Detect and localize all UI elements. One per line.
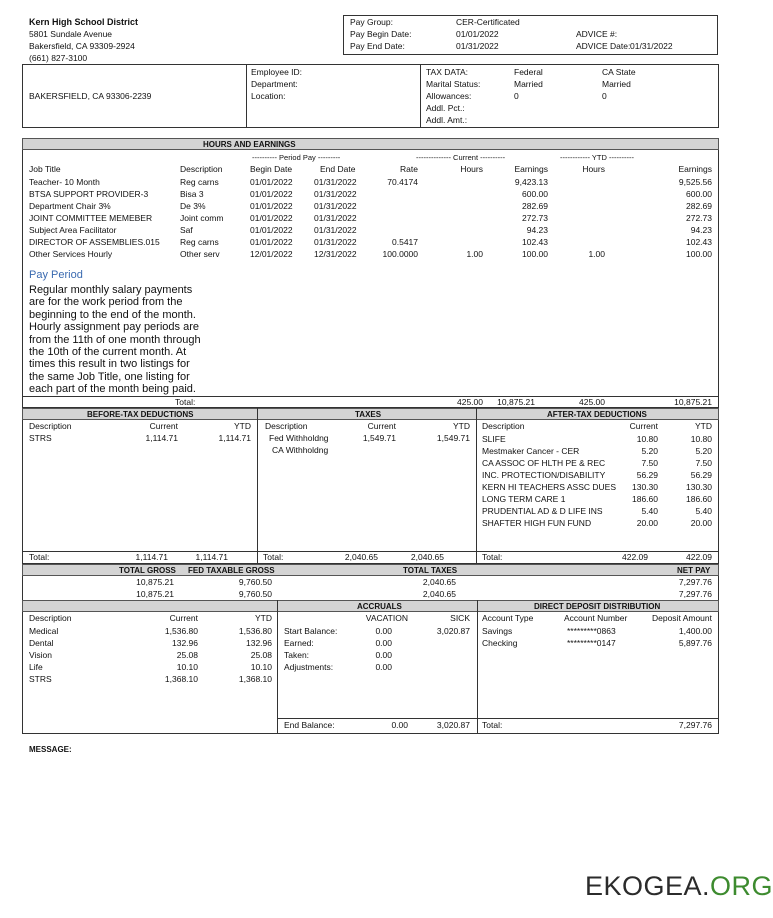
dd-amount: 1,400.00 bbox=[678, 626, 712, 636]
divider bbox=[22, 396, 719, 397]
benefit-ytd: 25.08 bbox=[250, 650, 272, 660]
earnings-total-hours: 425.00 bbox=[457, 397, 483, 407]
ytd-earnings: 600.00 bbox=[686, 189, 712, 199]
pay-end-value: 01/31/2022 bbox=[456, 41, 499, 51]
col-begin-date: Begin Date bbox=[250, 164, 293, 174]
after-tax-desc: SLIFE bbox=[482, 434, 506, 444]
accrual-label: Earned: bbox=[284, 638, 314, 648]
benefits-col-ytd: YTD bbox=[255, 613, 272, 623]
ytd-earnings: 272.73 bbox=[686, 213, 712, 223]
after-tax-total-current: 422.09 bbox=[622, 552, 648, 562]
allowances-label: Allowances: bbox=[426, 91, 472, 101]
before-tax-total-label: Total: bbox=[29, 552, 50, 562]
earnings-total-ytd-hours: 425.00 bbox=[579, 397, 605, 407]
end-date: 01/31/2022 bbox=[314, 189, 357, 199]
state-marital-value: Married bbox=[602, 79, 631, 89]
net-pay-ytd: 7,297.76 bbox=[678, 589, 712, 599]
accrual-sick: 3,020.87 bbox=[436, 626, 470, 636]
dd-account-number: *********0147 bbox=[567, 638, 616, 648]
begin-date: 01/01/2022 bbox=[250, 189, 293, 199]
earnings: 272.73 bbox=[522, 213, 548, 223]
after-tax-current: 20.00 bbox=[636, 518, 658, 528]
dd-total-label: Total: bbox=[482, 720, 503, 730]
tax-federal-header: Federal bbox=[514, 67, 543, 77]
pay-end-label: Pay End Date: bbox=[350, 41, 405, 51]
job-description: Saf bbox=[180, 225, 193, 235]
job-title: DIRECTOR OF ASSEMBLIES.015 bbox=[29, 237, 160, 247]
dd-col-type: Account Type bbox=[482, 613, 534, 623]
total-gross-label: TOTAL GROSS bbox=[119, 566, 176, 575]
divider bbox=[277, 718, 719, 719]
advice-number-label: ADVICE #: bbox=[576, 29, 618, 39]
benefit-ytd: 1,368.10 bbox=[238, 674, 272, 684]
tax-desc: Fed Withholdng bbox=[269, 433, 329, 443]
pay-begin-label: Pay Begin Date: bbox=[350, 29, 412, 39]
after-tax-ytd: 5.40 bbox=[695, 506, 712, 516]
marital-status-label: Marital Status: bbox=[426, 79, 481, 89]
table-row bbox=[0, 625, 739, 637]
benefit-ytd: 132.96 bbox=[246, 638, 272, 648]
ytd-earnings: 282.69 bbox=[686, 201, 712, 211]
after-tax-current: 5.40 bbox=[641, 506, 658, 516]
earnings-total-label: Total: bbox=[175, 397, 196, 407]
vacation-header: VACATION bbox=[365, 613, 408, 623]
accrual-label: Taken: bbox=[284, 650, 310, 660]
pay-group-value: CER-Certificated bbox=[456, 17, 520, 27]
employer-address1: 5801 Sundale Avenue bbox=[29, 29, 113, 39]
deductions-header bbox=[22, 408, 719, 420]
before-tax-total-ytd: 1,114.71 bbox=[195, 552, 228, 562]
advice-date-value: 01/31/2022 bbox=[630, 41, 673, 51]
benefit-current: 132.96 bbox=[172, 638, 198, 648]
end-balance-label: End Balance: bbox=[284, 720, 335, 730]
after-tax-col-current: Current bbox=[629, 421, 658, 431]
begin-date: 01/01/2022 bbox=[250, 177, 293, 187]
after-tax-current: 5.20 bbox=[641, 446, 658, 456]
accrual-label: Adjustments: bbox=[284, 662, 334, 672]
accrual-vacation: 0.00 bbox=[375, 650, 392, 660]
employer-name: Kern High School District bbox=[29, 17, 139, 27]
addl-amt-label: Addl. Amt.: bbox=[426, 115, 468, 125]
after-tax-current: 186.60 bbox=[632, 494, 658, 504]
before-tax-ytd: 1,114.71 bbox=[218, 433, 251, 443]
pay-period-note-title: Pay Period bbox=[29, 269, 83, 281]
message-label: MESSAGE: bbox=[29, 745, 72, 754]
job-description: Reg carns bbox=[180, 177, 219, 187]
summary-header bbox=[22, 564, 719, 576]
table-row bbox=[0, 493, 739, 505]
before-tax-col-current: Current bbox=[149, 421, 178, 431]
total-taxes-ytd: 2,040.65 bbox=[422, 589, 456, 599]
table-row bbox=[0, 505, 739, 517]
watermark-part2: ORG bbox=[710, 871, 773, 901]
accrual-vacation: 0.00 bbox=[375, 626, 392, 636]
fed-taxable-ytd: 9,760.50 bbox=[238, 589, 272, 599]
rate: 70.4174 bbox=[387, 177, 418, 187]
table-row bbox=[0, 649, 739, 661]
after-tax-desc: Mestmaker Cancer - CER bbox=[482, 446, 580, 456]
taxes-total-label: Total: bbox=[263, 552, 284, 562]
location-label: Location: bbox=[251, 91, 286, 101]
before-tax-col-desc: Description bbox=[29, 421, 72, 431]
fed-allow-value: 0 bbox=[514, 91, 519, 101]
total-taxes-label: TOTAL TAXES bbox=[403, 566, 458, 575]
accruals-title: ACCRUALS bbox=[357, 602, 402, 611]
rate: 100.0000 bbox=[382, 249, 418, 259]
before-tax-total-current: 1,114.71 bbox=[135, 552, 168, 562]
benefit-desc: Dental bbox=[29, 638, 54, 648]
pay-group-label: Pay Group: bbox=[350, 17, 393, 27]
taxes-total-current: 2,040.65 bbox=[344, 552, 378, 562]
after-tax-ytd: 56.29 bbox=[690, 470, 712, 480]
benefit-desc: Life bbox=[29, 662, 43, 672]
earnings-total-ytd-earnings: 10,875.21 bbox=[674, 397, 712, 407]
job-title: Other Services Hourly bbox=[29, 249, 113, 259]
begin-date: 01/01/2022 bbox=[250, 213, 293, 223]
begin-date: 01/01/2022 bbox=[250, 201, 293, 211]
benefit-ytd: 1,536.80 bbox=[238, 626, 272, 636]
table-row bbox=[0, 481, 739, 493]
table-row bbox=[0, 517, 739, 529]
before-tax-current: 1,114.71 bbox=[145, 433, 178, 443]
watermark-logo bbox=[585, 871, 773, 902]
after-tax-col-ytd: YTD bbox=[695, 421, 712, 431]
job-description: Joint comm bbox=[180, 213, 224, 223]
direct-deposit-title: DIRECT DEPOSIT DISTRIBUTION bbox=[534, 602, 661, 611]
accrual-vacation: 0.00 bbox=[375, 638, 392, 648]
hours-earnings-header bbox=[22, 138, 719, 150]
job-title: BTSA SUPPORT PROVIDER-3 bbox=[29, 189, 149, 199]
table-row bbox=[22, 176, 719, 188]
gross-current: 10,875.21 bbox=[136, 577, 174, 587]
benefits-header bbox=[22, 600, 719, 612]
table-row bbox=[22, 212, 719, 224]
employer-address2: Bakersfield, CA 93309-2924 bbox=[29, 41, 135, 51]
job-title: Department Chair 3% bbox=[29, 201, 111, 211]
begin-date: 01/01/2022 bbox=[250, 225, 293, 235]
before-tax-col-ytd: YTD bbox=[234, 421, 251, 431]
benefit-current: 1,368.10 bbox=[164, 674, 198, 684]
col-earnings: Earnings bbox=[514, 164, 548, 174]
after-tax-title: AFTER-TAX DEDUCTIONS bbox=[547, 410, 647, 419]
benefits-col-desc: Description bbox=[29, 613, 72, 623]
end-date: 01/31/2022 bbox=[314, 213, 357, 223]
ytd-earnings: 100.00 bbox=[686, 249, 712, 259]
benefit-ytd: 10.10 bbox=[250, 662, 272, 672]
benefit-desc: STRS bbox=[29, 674, 52, 684]
benefit-desc: Medical bbox=[29, 626, 59, 636]
accrual-label: Start Balance: bbox=[284, 626, 338, 636]
accrual-vacation: 0.00 bbox=[375, 662, 392, 672]
net-pay-label: NET PAY bbox=[677, 566, 711, 575]
begin-date: 01/01/2022 bbox=[250, 237, 293, 247]
end-date: 01/31/2022 bbox=[314, 177, 357, 187]
employee-address: BAKERSFIELD, CA 93306-2239 bbox=[29, 91, 152, 101]
end-date: 01/31/2022 bbox=[314, 237, 357, 247]
after-tax-desc: LONG TERM CARE 1 bbox=[482, 494, 566, 504]
after-tax-desc: PRUDENTIAL AD & D LIFE INS bbox=[482, 506, 603, 516]
earnings: 600.00 bbox=[522, 189, 548, 199]
employee-id-label: Employee ID: bbox=[251, 67, 303, 77]
job-description: Other serv bbox=[180, 249, 220, 259]
dd-col-number: Account Number bbox=[564, 613, 628, 623]
dd-total: 7,297.76 bbox=[678, 720, 712, 730]
hours-earnings-title: HOURS AND EARNINGS bbox=[203, 140, 296, 149]
benefit-current: 25.08 bbox=[176, 650, 198, 660]
after-tax-ytd: 10.80 bbox=[690, 434, 712, 444]
table-row bbox=[0, 469, 739, 481]
col-ytd-earnings: Earnings bbox=[678, 164, 712, 174]
after-tax-current: 10.80 bbox=[636, 434, 658, 444]
table-row bbox=[22, 248, 719, 260]
col-hours: Hours bbox=[460, 164, 483, 174]
end-date: 12/31/2022 bbox=[314, 249, 357, 259]
divider bbox=[420, 64, 421, 128]
watermark-part1: EKOGEA. bbox=[585, 871, 711, 901]
total-taxes-current: 2,040.65 bbox=[422, 577, 456, 587]
tax-data-label: TAX DATA: bbox=[426, 67, 469, 77]
earnings: 282.69 bbox=[522, 201, 548, 211]
job-title: Subject Area Facilitator bbox=[29, 225, 117, 235]
col-ytd-hours: Hours bbox=[582, 164, 605, 174]
table-row bbox=[0, 433, 739, 445]
ytd-earnings: 9,525.56 bbox=[678, 177, 712, 187]
job-title: JOINT COMMITTEE MEMEBER bbox=[29, 213, 153, 223]
tax-state-header: CA State bbox=[602, 67, 636, 77]
begin-date: 12/01/2022 bbox=[250, 249, 293, 259]
after-tax-total-ytd: 422.09 bbox=[686, 552, 712, 562]
table-row bbox=[22, 200, 719, 212]
ytd-earnings: 94.23 bbox=[690, 225, 712, 235]
after-tax-col-desc: Description bbox=[482, 421, 525, 431]
table-row bbox=[0, 661, 739, 673]
addl-pct-label: Addl. Pct.: bbox=[426, 103, 465, 113]
job-description: Reg carns bbox=[180, 237, 219, 247]
col-rate: Rate bbox=[400, 164, 418, 174]
end-date: 01/31/2022 bbox=[314, 201, 357, 211]
table-row bbox=[22, 236, 719, 248]
net-pay-current: 7,297.76 bbox=[678, 577, 712, 587]
taxes-title: TAXES bbox=[355, 410, 382, 419]
ytd-earnings: 102.43 bbox=[686, 237, 712, 247]
tax-current: 1,549.71 bbox=[362, 433, 396, 443]
period-pay-label: ---------- Period Pay --------- bbox=[252, 153, 341, 162]
pay-begin-value: 01/01/2022 bbox=[456, 29, 499, 39]
after-tax-ytd: 5.20 bbox=[695, 446, 712, 456]
earnings: 94.23 bbox=[526, 225, 548, 235]
col-end-date: End Date bbox=[320, 164, 356, 174]
after-tax-desc: KERN HI TEACHERS ASSC DUES bbox=[482, 482, 616, 492]
job-description: De 3% bbox=[180, 201, 206, 211]
employer-phone: (661) 827-3100 bbox=[29, 53, 88, 63]
after-tax-ytd: 7.50 bbox=[695, 458, 712, 468]
job-title: Teacher- 10 Month bbox=[29, 177, 100, 187]
dd-account-type: Savings bbox=[482, 626, 513, 636]
fed-taxable-current: 9,760.50 bbox=[238, 577, 272, 587]
benefits-col-current: Current bbox=[169, 613, 198, 623]
benefit-desc: Vision bbox=[29, 650, 52, 660]
table-row bbox=[0, 637, 739, 649]
after-tax-desc: SHAFTER HIGH FUN FUND bbox=[482, 518, 592, 528]
after-tax-total-label: Total: bbox=[482, 552, 503, 562]
pay-period-note-text: Regular monthly salary payments are for the work period from the beginning to the end of the month. Hourly assignment pay periods are from the 11th of one month through the 10th of the current month. At times this result in two listings for the same Job Title, one listing for each part of the month being paid. bbox=[29, 284, 201, 396]
col-description: Description bbox=[180, 164, 223, 174]
table-row bbox=[0, 445, 739, 457]
tax-ytd: 1,549.71 bbox=[436, 433, 470, 443]
rate: 0.5417 bbox=[392, 237, 418, 247]
ytd-hours: 1.00 bbox=[588, 249, 605, 259]
job-description: Bisa 3 bbox=[180, 189, 204, 199]
dd-account-number: *********0863 bbox=[567, 626, 616, 636]
benefit-current: 10.10 bbox=[176, 662, 198, 672]
after-tax-ytd: 20.00 bbox=[690, 518, 712, 528]
fed-marital-value: Married bbox=[514, 79, 543, 89]
hours: 1.00 bbox=[466, 249, 483, 259]
table-row bbox=[0, 457, 739, 469]
fed-taxable-gross-label: FED TAXABLE GROSS bbox=[188, 566, 275, 575]
after-tax-current: 56.29 bbox=[636, 470, 658, 480]
divider bbox=[246, 64, 247, 128]
earnings: 102.43 bbox=[522, 237, 548, 247]
taxes-total-ytd: 2,040.65 bbox=[410, 552, 444, 562]
end-balance-vacation: 0.00 bbox=[391, 720, 408, 730]
dd-col-amount: Deposit Amount bbox=[651, 613, 712, 623]
earnings: 100.00 bbox=[522, 249, 548, 259]
table-row bbox=[22, 188, 719, 200]
sick-header: SICK bbox=[450, 613, 470, 623]
tax-desc: CA Withholdng bbox=[272, 445, 329, 455]
dd-account-type: Checking bbox=[482, 638, 518, 648]
after-tax-current: 7.50 bbox=[641, 458, 658, 468]
benefit-current: 1,536.80 bbox=[164, 626, 198, 636]
after-tax-desc: CA ASSOC OF HLTH PE & REC bbox=[482, 458, 606, 468]
department-label: Department: bbox=[251, 79, 298, 89]
earnings-total-earnings: 10,875.21 bbox=[497, 397, 535, 407]
end-balance-sick: 3,020.87 bbox=[436, 720, 470, 730]
after-tax-ytd: 186.60 bbox=[686, 494, 712, 504]
after-tax-ytd: 130.30 bbox=[686, 482, 712, 492]
before-tax-desc: STRS bbox=[29, 433, 52, 443]
table-row bbox=[0, 673, 739, 685]
current-label: -------------- Current ---------- bbox=[416, 153, 506, 162]
after-tax-desc: INC. PROTECTION/DISABILITY bbox=[482, 470, 606, 480]
before-tax-title: BEFORE-TAX DEDUCTIONS bbox=[87, 410, 194, 419]
end-date: 01/31/2022 bbox=[314, 225, 357, 235]
state-allow-value: 0 bbox=[602, 91, 607, 101]
advice-date-label: ADVICE Date: bbox=[576, 41, 631, 51]
taxes-col-current: Current bbox=[367, 421, 396, 431]
table-row bbox=[22, 224, 719, 236]
taxes-col-ytd: YTD bbox=[453, 421, 470, 431]
earnings: 9,423.13 bbox=[514, 177, 548, 187]
ytd-label: ------------ YTD ---------- bbox=[560, 153, 634, 162]
dd-amount: 5,897.76 bbox=[678, 638, 712, 648]
after-tax-current: 130.30 bbox=[632, 482, 658, 492]
gross-ytd: 10,875.21 bbox=[136, 589, 174, 599]
col-job-title: Job Title bbox=[29, 164, 61, 174]
taxes-col-desc: Description bbox=[265, 421, 308, 431]
